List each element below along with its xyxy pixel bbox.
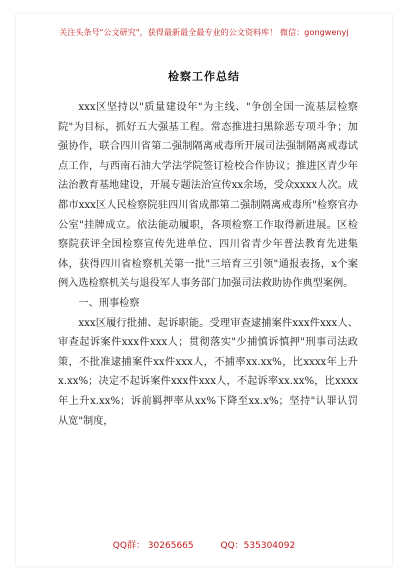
intro-paragraph: xxx区坚持以"质量建设年"为主线、"争创全国一流基层检察院"为目标，抓好五大强基工程。常态推进扫黑除恶专项斗争；加强协作，联合四川省第二强制隔离戒毒所开展司法强制隔离戒毒试点工作，与西南石油大学法学院签订检校合作协议；推进区青少年法治教育基地建设，开展专题法治宣传xx余场，受众xxxx人次。成都市xxx区人民检察院驻四川省成都第二强制隔离戒毒所"检察官办公室"挂牌成立。依法能动履职，各项检察工作取得新进展。区检察院获评全国检察宣传先进单位、四川省青少年普法教育先进集体，获得四川省检察机关第一批"三培育三引领"通报表扬，x个案例入选检察机关与退役军人事务部门加强司法救助协作典型案例。 [58,102,358,290]
promo-banner: 关注头条号"公文研究"，获得最新最全最专业的公文资料库！ 微信：gongwenyj [59,28,349,37]
qq-contact-text: QQ：535304092 [220,541,296,551]
footer-contact [0,538,408,551]
qq-group-text: QQ群： 30265665 [112,541,194,551]
document-body [58,98,358,431]
document-title: 检察工作总结 [168,70,240,83]
section-heading: 一、刑事检察 [78,297,140,309]
section-paragraph: xxx区履行批捕、起诉职能。受理审查逮捕案件xxx件xxx人、审查起诉案件xxx件xxx人；贯彻落实"少捕慎诉慎押"刑事司法政策，不批准逮捕案件xx件xxx人，不捕率xx.xx%，比xxxx年上升x.xx%；决定不起诉案件xxx件xxx人，不起诉率xx.xx%，比xxxx年上升x.xx%；诉前羁押率从xx%下降至xx.x%；坚持"认罪认罚从宽"制度， [58,317,358,427]
